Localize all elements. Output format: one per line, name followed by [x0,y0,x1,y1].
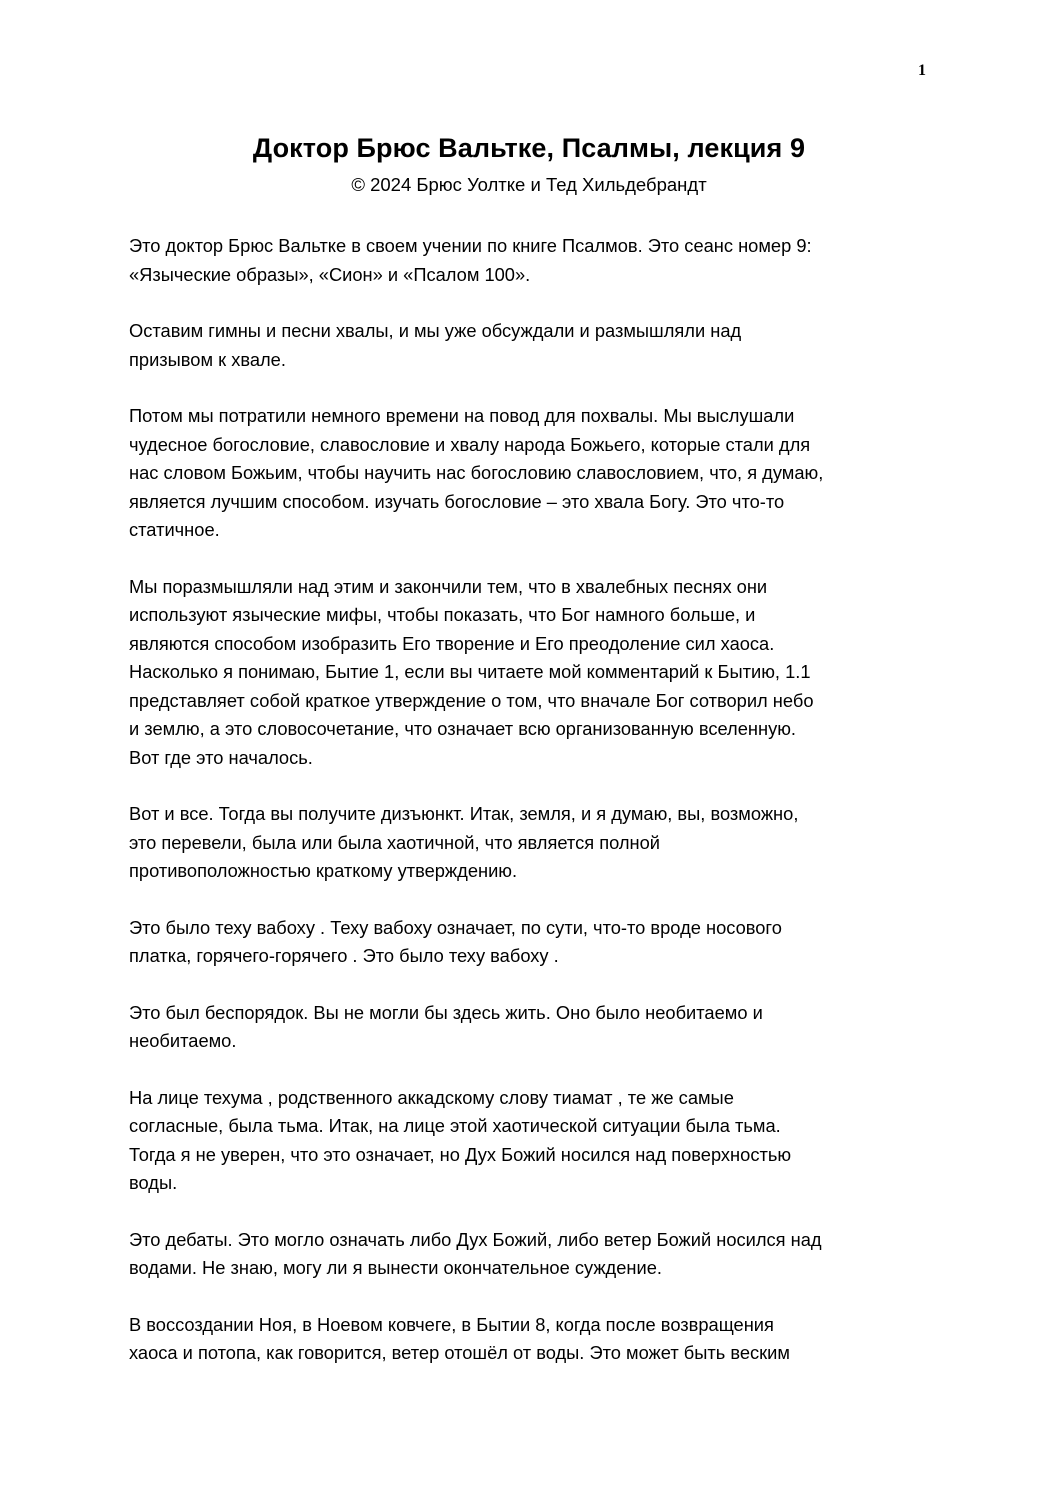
text-line: Это было теху вабоху . Теху вабоху означает, по сути, что-то вроде носового [129,916,782,938]
text-line: статичное. [129,519,220,540]
text-line: Мы поразмышляли над этим и закончили тем, что в хвалебных песнях они [129,575,768,597]
text-line: Потом мы потратили немного времени на повод для похвалы. Мы выслушали [129,405,795,426]
paragraph [129,800,929,886]
text-line: Это доктор Брюс Вальтке в своем учении по книге Псалмов. Это сеанс номер 9: [129,235,812,256]
text-line: является лучшим способом. изучать богословие – это хвала Богу. Это что-то [129,490,785,512]
paragraph [129,914,929,971]
paragraph [129,1311,929,1368]
text-line: согласные, была тьма. Итак, на лице этой хаотической ситуации была тьма. [129,1115,781,1136]
text-line: В воссоздании Ноя, в Ноевом ковчеге, в Бытии 8, когда после возвращения [129,1313,774,1335]
text-line: используют языческие мифы, чтобы показать, что Бог намного больше, и [129,604,756,625]
text-line: хаоса и потопа, как говорится, ветер отошёл от воды. Это может быть веским [129,1342,790,1363]
text-line: являются способом изобразить Его творение и Его преодоление сил хаоса. [129,632,775,654]
text-line: нас словом Божьим, чтобы научить нас богословию славословием, что, я думаю, [129,462,824,483]
text-line: представляет собой краткое утверждение о том, что вначале Бог сотворил небо [129,689,814,711]
text-line: необитаемо. [129,1030,237,1051]
text-line: Вот где это началось. [129,746,313,768]
text-line: это перевели, была или была хаотичной, что является полной [129,831,661,853]
paragraph [129,999,929,1056]
text-line: Насколько я понимаю, Бытие 1, если вы читаете мой комментарий к Бытию, 1.1 [129,661,811,682]
text-line: Оставим гимны и песни хвалы, и мы уже обсуждали и размышляли над [129,320,742,341]
paragraph [129,402,929,545]
text-line: Тогда я не уверен, что это означает, но Дух Божий носился над поверхностью [129,1143,792,1165]
text-line: На лице техума , родственного аккадскому слову тиамат , те же самые [129,1086,734,1108]
text-line: противоположностью краткому утверждению. [129,860,518,881]
paragraph [129,317,929,374]
paragraph [129,573,929,773]
text-line: платка, горячего-горячего . Это было теху вабоху . [129,945,559,966]
text-line: Вот и все. Тогда вы получите дизъюнкт. Итак, земля, и я думаю, вы, возможно, [129,803,799,824]
document-body [129,232,929,1396]
text-line: Это был беспорядок. Вы не могли бы здесь жить. Оно было необитаемо и [129,1001,763,1023]
document-subtitle: © 2024 Брюс Уолтке и Тед Хильдебрандт [351,174,707,195]
text-line: воды. [129,1172,178,1193]
paragraph [129,1084,929,1198]
paragraph [129,1226,929,1283]
text-line: призывом к хвале. [129,348,286,370]
text-line: «Языческие образы», «Сион» и «Псалом 100». [129,263,531,285]
document-title: Доктор Брюс Вальтке, Псалмы, лекция 9 [252,133,806,163]
paragraph [129,232,929,289]
page-number: 1 [918,62,926,79]
text-line: водами. Не знаю, могу ли я вынести окончательное суждение. [129,1257,662,1278]
text-line: чудесное богословие, славословие и хвалу народа Божьего, которые стали для [129,433,811,455]
text-line: Это дебаты. Это могло означать либо Дух Божий, либо ветер Божий носился над [129,1228,822,1250]
text-line: и землю, а это словосочетание, что означает всю организованную вселенную. [129,718,797,739]
